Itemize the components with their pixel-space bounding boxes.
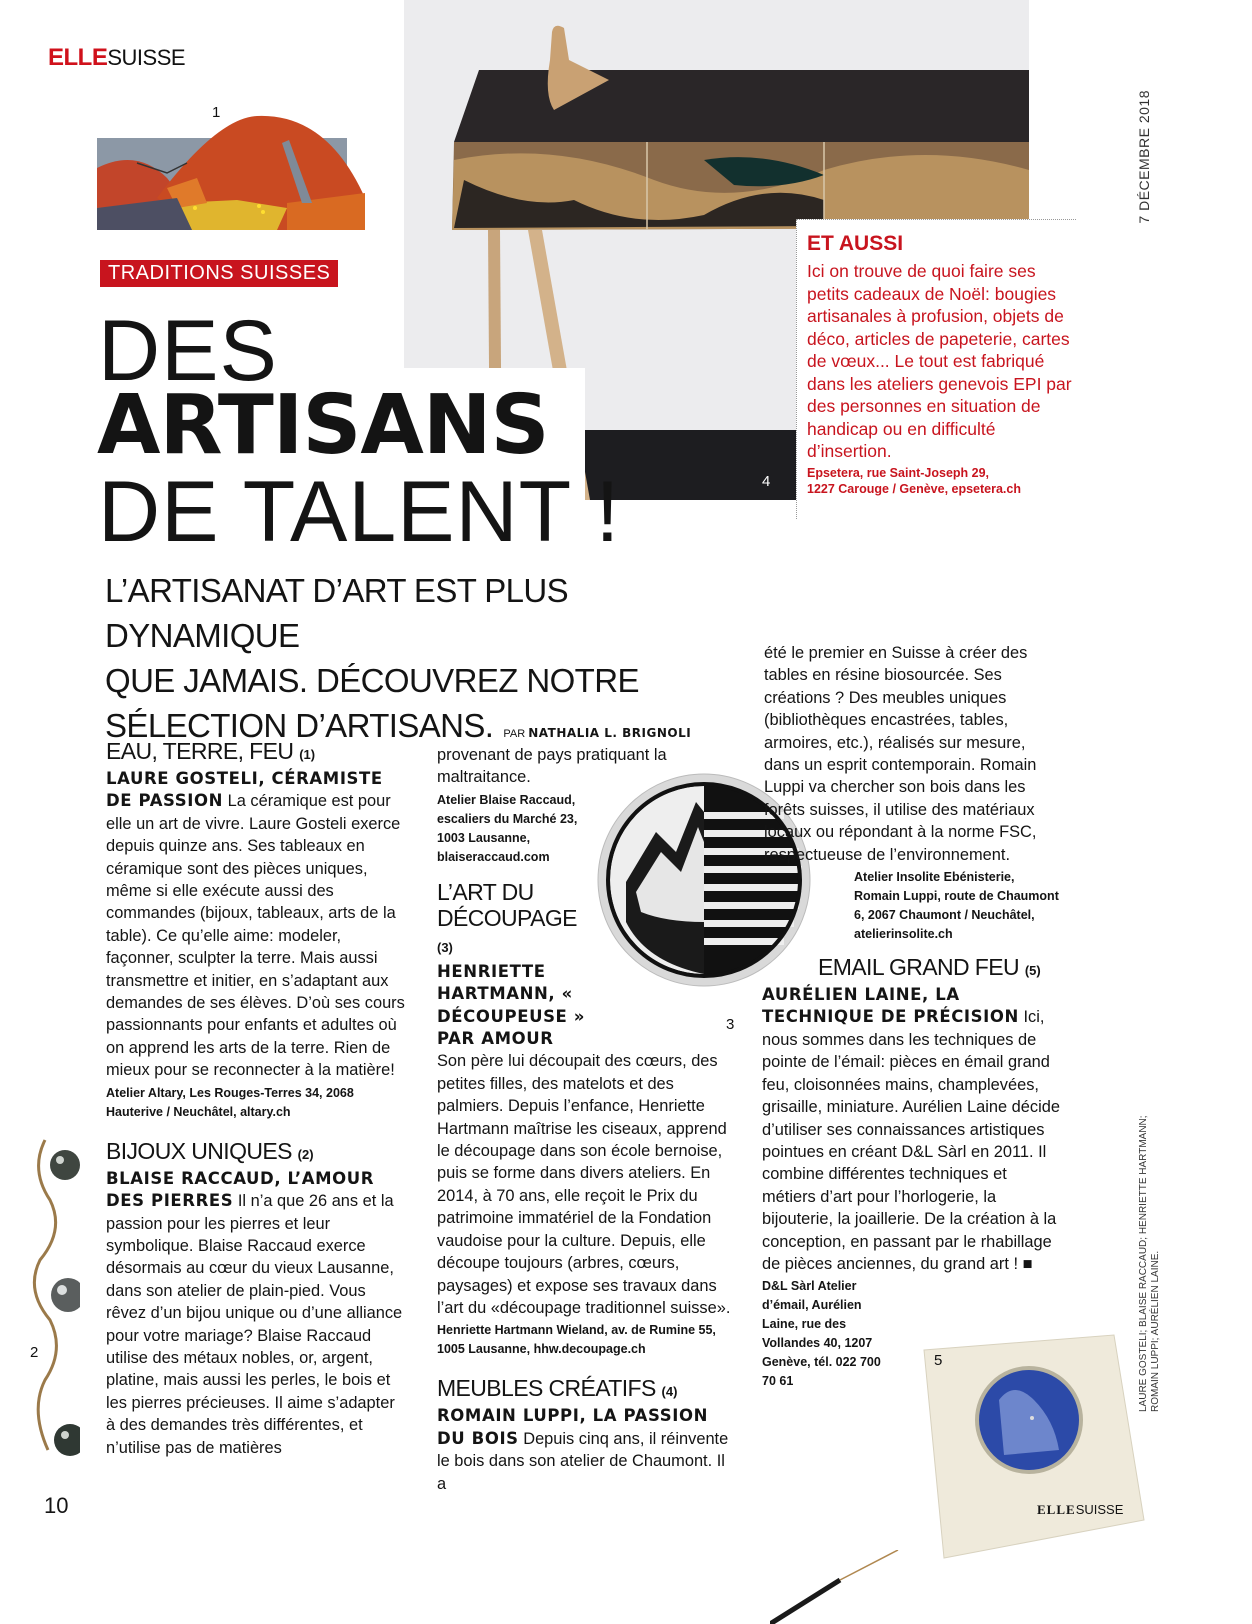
paintbrush-image bbox=[770, 1550, 900, 1624]
section-title-decoupage: L’ART DU DÉCOUPAGE (3) bbox=[437, 878, 577, 955]
end-mark-icon: ■ bbox=[1022, 1254, 1033, 1273]
standfirst-line-3: SÉLECTION D’ARTISANS. bbox=[105, 707, 494, 744]
brand-name: ELLE bbox=[48, 44, 108, 71]
body-luppi: Depuis cinq ans, il réinvente le bois dans son atelier de Chaumont. Il a bbox=[437, 1429, 729, 1493]
body-raccaud: Il n’a que 26 ans et la passion pour les pierres et leur symbolique. Blaise Raccaud exerce désormais au cœur du vieux Lausanne, dans son atelier de plain-pied. Vous rêvez d’un bijou unique ou d’une alliance pour votre mariage? Blaise Raccaud utilise des métaux nobles, or, argent, platine, mais aussi les perles, le bois et les pierres précieuses. Il aime s’adapter à des demandes très différentes, et n’utilise pas de matières bbox=[106, 1192, 403, 1457]
pearl-bracelet-image bbox=[10, 1130, 80, 1460]
article-luppi bbox=[437, 1405, 737, 1495]
footer-logo bbox=[1037, 1502, 1123, 1518]
figure-number-3: 3 bbox=[726, 1016, 735, 1033]
footer-brand: ELLE bbox=[1037, 1502, 1076, 1517]
ceramic-artwork-image bbox=[97, 108, 367, 232]
address-hartmann: Henriette Hartmann Wieland, av. de Rumine 55, 1005 Lausanne, hhw.decoupage.ch bbox=[437, 1323, 716, 1357]
standfirst-line-2: QUE JAMAIS. DÉCOUVREZ NOTRE bbox=[105, 662, 639, 699]
et-aussi-address bbox=[807, 465, 1076, 497]
body-hartmann: Son père lui découpait des cœurs, des petites filles, des matelots et des palmiers. Depuis l’enfance, Henriette Hartmann maîtrise les ciseaux, apprend le découpage dans son école bernoise, puis se forme dans divers ateliers. En 2014, à 70 ans, elle reçoit le Prix du patrimoine immatériel de la Fondation vaudoise pour la culture. Depuis, elle découpe toujours (arbres, cœurs, paysages) et expose ses travaux dans l’art du «découpage traditionnel suisse». bbox=[437, 1052, 731, 1317]
body-gosteli: La céramique est pour elle un art de vivre. Laure Gosteli exerce depuis quinze ans. Ses tableaux en céramique sont des pièces uniques, même si elle exécute aussi des commandes (bijoux, tableaux, arts de la table). Ce qu’elle aime: modeler, façonner, sculpter la terre. Mais aussi transmettre et initier, en s’adaptant aux demandes de ses élèves. D’où ses cours passionnants pour enfants et adultes où on apprend les arts de la terre. Rien de mieux pour se reconnecter à la matière! bbox=[106, 792, 405, 1080]
body-luppi-continued: été le premier en Suisse à créer des tables en résine biosourcée. Ses créations ? Des meubles uniques (bibliothèques encastrées, tables, armoires, etc.), réalisés sur mesure, dans un esprit contemporain. Romain Luppi va chercher son bois dans les forêts suisses, il utilise des matériaux locaux ou répondant à la norme FSC, respectueuse de l’environnement. bbox=[764, 644, 1037, 864]
standfirst-line-1: L’ARTISANAT D’ART EST PLUS DYNAMIQUE bbox=[105, 572, 569, 654]
headline-line-3: DE TALENT ! bbox=[98, 464, 621, 560]
lead-raccaud: BLAISE RACCAUD, L’AMOUR DES PIERRES bbox=[106, 1168, 375, 1211]
section-title-email-grand-feu: EMAIL GRAND FEU (5) bbox=[818, 954, 1041, 981]
byline bbox=[503, 728, 691, 740]
section-title-bijoux-uniques: BIJOUX UNIQUES (2) bbox=[106, 1137, 314, 1164]
photo-credits: LAURE GOSTELI; BLAISE RACCAUD; HENRIETTE HARTMANN; ROMAIN LUPPI; AURÉLIEN LAINE. bbox=[1138, 1115, 1161, 1412]
figure-number-2: 2 bbox=[30, 1344, 39, 1361]
lead-luppi: ROMAIN LUPPI, LA PASSION DU BOIS bbox=[437, 1406, 709, 1448]
figure-number-1: 1 bbox=[212, 104, 221, 121]
masthead-logo bbox=[48, 44, 185, 72]
article-gosteli bbox=[106, 768, 406, 1082]
body-raccaud-continued: provenant de pays pratiquant la maltraitance. bbox=[437, 746, 667, 787]
address-raccaud: Atelier Blaise Raccaud, escaliers du Marché 23, 1003 Lausanne, blaiseraccaud.com bbox=[437, 792, 578, 864]
section-tag: TRADITIONS SUISSES bbox=[100, 260, 338, 287]
section-number: (1) bbox=[299, 747, 316, 762]
et-aussi-box bbox=[796, 219, 1076, 519]
et-aussi-title: ET AUSSI bbox=[807, 232, 904, 255]
issue-date: 7 DÉCEMBRE 2018 bbox=[1136, 90, 1152, 224]
section-number: (4) bbox=[661, 1384, 678, 1400]
section-number: (3) bbox=[437, 939, 453, 955]
author-name: NATHALIA L. BRIGNOLI bbox=[528, 726, 692, 740]
et-aussi-address-line-1: Epsetera, rue Saint-Joseph 29, bbox=[807, 465, 990, 480]
article-hartmann bbox=[437, 961, 737, 1320]
headline-line-1: DES bbox=[98, 303, 278, 399]
article-laine bbox=[762, 984, 1062, 1275]
headline-line-2: ARTISANS bbox=[97, 378, 549, 473]
page-number: 10 bbox=[44, 1493, 69, 1518]
et-aussi-text: Ici on trouve de quoi faire ses petits cadeaux de Noël: bougies artisanales à profusion, objets de déco, articles de papeterie, cartes de vœux... Le tout est fabriqué dans les ateliers genevois EPI par des personnes en situation de handicap ou en difficulté d’insertion. bbox=[807, 261, 1072, 461]
figure-number-4: 4 bbox=[762, 473, 771, 490]
standfirst bbox=[105, 568, 745, 757]
address-gosteli: Atelier Altary, Les Rouges-Terres 34, 2068 Hauterive / Neuchâtel, altary.ch bbox=[106, 1085, 354, 1119]
column-1 bbox=[106, 738, 406, 1459]
byline-prefix: PAR bbox=[503, 728, 526, 740]
address-luppi: Atelier Insolite Ebénisterie, Romain Luppi, route de Chaumont 6, 2067 Chaumont / Neuchâtel, atelierinsolite.ch bbox=[854, 870, 1059, 942]
address-laine: D&L Sàrl Atelier d’émail, Aurélien Laine, rue des Vollandes 40, 1207 Genève, tél. 022 700 70 61 bbox=[762, 1279, 881, 1389]
brand-edition: SUISSE bbox=[107, 45, 186, 70]
section-title-eau-terre-feu: EAU, TERRE, FEU (1) bbox=[106, 738, 316, 764]
lead-laine: AURÉLIEN LAINE, LA TECHNIQUE DE PRÉCISION bbox=[762, 985, 1019, 1027]
figure-number-5: 5 bbox=[934, 1352, 943, 1369]
et-aussi-address-line-2: 1227 Carouge / Genève, epsetera.ch bbox=[807, 481, 1021, 496]
footer-edition: SUISSE bbox=[1075, 1502, 1124, 1517]
section-title-meubles-creatifs: MEUBLES CRÉATIFS (4) bbox=[437, 1375, 678, 1402]
column-3 bbox=[762, 642, 1062, 1391]
lead-gosteli: LAURE GOSTELI, CÉRAMISTE DE PASSION bbox=[106, 769, 383, 811]
lead-hartmann: HENRIETTE HARTMANN, « DÉCOUPEUSE » PAR AMOUR bbox=[437, 961, 586, 1049]
section-number: (2) bbox=[297, 1146, 314, 1162]
section-number: (5) bbox=[1024, 963, 1041, 979]
article-raccaud bbox=[106, 1168, 406, 1459]
body-laine: Ici, nous sommes dans les techniques de pointe de l’émail: pièces en émail grand feu, cloisonnées mains, champlevées, grisaille, miniature. Aurélien Laine décide d’utiliser ses connaissances artistiques pointues en créant D&L Sàrl en 2011. Il combine différentes techniques et métiers d’art pour l’horlogerie, la bijouterie, la joaillerie. De la création à la conception, en passant par le rhabillage de pièces anciennes, du grand art ! bbox=[762, 1008, 1060, 1273]
